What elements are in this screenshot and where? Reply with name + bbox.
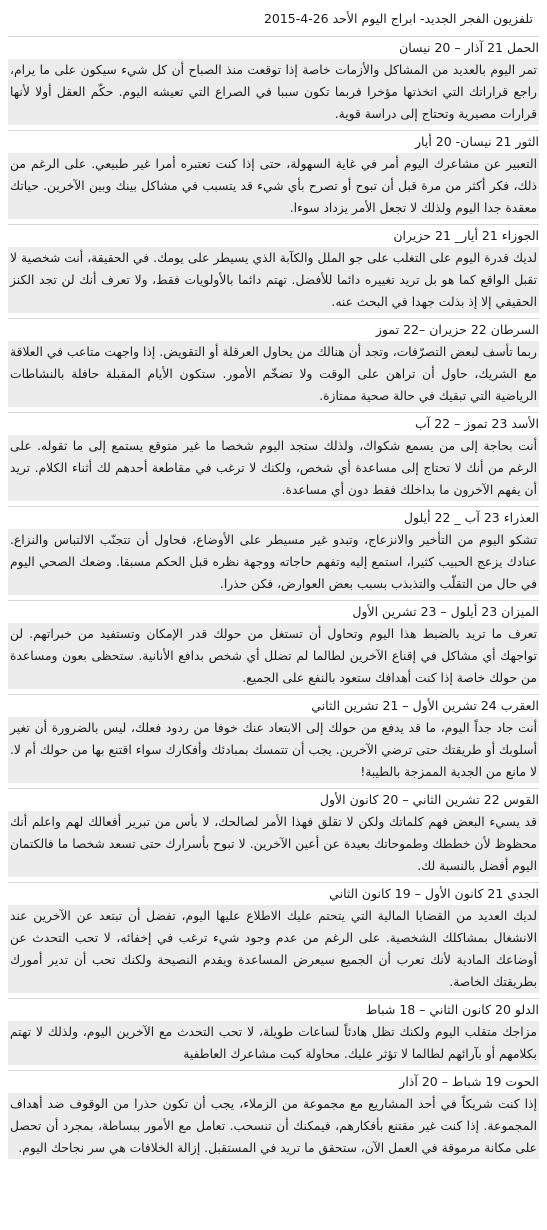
sign-heading: الثور 21 نيسان- 20 أيار — [415, 134, 539, 149]
sign-sagittarius — [8, 788, 539, 882]
sign-heading: الأسد 23 تموز – 22 آب — [414, 416, 539, 431]
sign-taurus — [8, 130, 539, 224]
sign-libra — [8, 600, 539, 694]
sign-scorpio — [8, 694, 539, 788]
sign-heading: الجوزاء 21 أيار_ 21 حزيران — [393, 228, 539, 243]
sign-text: لديك قدرة اليوم على التغلب على جو الملل والكآبة الذي يسيطر على يومك. في الحقيقة، أنت شخصية لا تقبل الواقع كما هو بل تريد تغييره دائما للأفضل. تهتم دائما بالأولويات فقط، ولا تعرف أنك لن تجد الكنز الحقيقي إلا إذ بذلت جهدا في البحث عنه. — [8, 247, 539, 313]
sign-text: التعبير عن مشاعرك اليوم أمر في غاية السهولة، حتى إذا كنت تعتبره أمرا غير طبيعي. على الرغم من ذلك، فكر أكثر من مرة قبل أن تبوح أو تصرح بأي شيء قد يتسبب في مشاكل بينك وبين الآخرين. حياتك معقدة جدا اليوم ولذلك لا تجعل الأمر يزداد سوءا. — [8, 153, 539, 219]
sign-virgo — [8, 506, 539, 600]
sign-leo — [8, 412, 539, 506]
sign-heading: القوس 22 تشرين الثاني – 20 كانون الأول — [319, 792, 539, 807]
sign-gemini — [8, 224, 539, 318]
sign-heading: الجدي 21 كانون الأول – 19 كانون الثاني — [329, 886, 539, 901]
sign-text: تعرف ما تريد بالضبط هذا اليوم وتحاول أن تستغل من حولك قدر الإمكان وتستفيد من خبراتهم. لن تواجهك أي مشاكل في إقناع الآخرين لطالما لم تضلل أي شخص بدافع الأنانية. ستحظى بعون ومساعدة من حولك خاصة إذا كنت أهدافك ستعود بالنفع على الجميع. — [8, 623, 539, 689]
sign-text: أنت جاد جداً اليوم، ما قد يدفع من حولك إلى الابتعاد عنك خوفا من ردود فعلك، ليس بالضرورة أن تغير أسلوبك أو طريقتك حتى ترضي الآخرين. يجب أن تتمسك بمبادئك وأفكارك سواء اقتنع بها من حولك أم لا. لا مانع من الجدية الممزجة بالطيبة! — [8, 717, 539, 783]
sign-text: لديك العديد من القضايا المالية التي يتحتم عليك الاطلاع عليها اليوم، تفضل أن تبتعد عن الآخرين عند الانشغال بمشاكلك الشخصية. على الرغم من عدم وجود شيء ترغب في إخفائه، لا تحب التحدث عن أوضاعك المادية لأنك تعرب أن الجميع سيعرض المساعدة ويقدم النصيحة ولكنك تحب أن تدير أمورك بطريقتك الخاصة. — [8, 905, 539, 993]
sign-aquarius — [8, 998, 539, 1070]
sign-cancer — [8, 318, 539, 412]
sign-heading: العذراء 23 آب _ 22 أيلول — [403, 510, 539, 525]
sign-text: قد يسيء البعض فهم كلماتك ولكن لا تقلق فهذا الأمر لصالحك، لا بأس من تبرير أفعالك لهم واعلم أنك محظوظ لأن خططك وطموحاتك بعيدة عن أعين الآخرين. لا تبوح بأسرارك حتى تسعد شخصا ما فالكتمان اليوم أفضل بالنسبة لك. — [8, 811, 539, 877]
sign-heading: العقرب 24 تشرين الأول – 21 تشرين الثاني — [311, 698, 539, 713]
sign-text: إذا كنت شريكاً في أحد المشاريع مع مجموعة من الزملاء، يجب أن تكون حذرا من الوقوف ضد أهداف المجموعة. إذا كنت غير مقتنع بأفكارهم، فيمكنك أن تنسحب. تعامل مع الأمور ببساطة، بمجرد أن تحصل على مكانة مرموقة في العمل الآن، ستحقق ما تريد في المستقبل. إزالة الخلافات هي سر نجاحك اليوم. — [8, 1093, 539, 1159]
sign-heading: السرطان 22 حزيران –22 تموز — [375, 322, 539, 337]
page-title: تلفزيون الفجر الجديد- ابراج اليوم الأحد 26-4-2015 — [263, 11, 533, 26]
sign-text: مزاجك متقلب اليوم ولكنك تظل هادئاً لساعات طويلة، لا تحب التحدث مع الآخرين اليوم، ولذلك لا تهتم بكلامهم أو بآرائهم لطالما لا تؤثر عليك. محاولة كبت مشاعرك العاطفية — [8, 1021, 539, 1065]
sign-heading: الميزان 23 أيلول – 23 تشرين الأول — [352, 604, 539, 619]
sign-pisces — [8, 1070, 539, 1164]
sign-aries — [8, 36, 539, 130]
sign-capricorn — [8, 882, 539, 998]
sign-heading: الحمل 21 آذار – 20 نيسان — [399, 40, 539, 55]
sign-text: ربما تأسف لبعض التصرّفات، وتجد أن هنالك من يحاول العرقلة أو التقويض. إذا واجهت متاعب في العلاقة مع الشريك، حاول أن تراهن على الوقت ولا تضخّم الأمور. ستكون الأيام المقبلة حافلة بالنشاطات الرياضية التي تبقيك في حالة صحية ممتازة. — [8, 341, 539, 407]
sign-text: تشكو اليوم من التأخير والانزعاج، وتبدو غير مسيطر على الأوضاع، فحاول أن تتجنّب الالتباس والنزاع. عنادك يزعج الحبيب كثيرا، استمع إليه وتفهم حاجاته ووجهة نظره قبل الحكم مسبقا. وضعك الصحي اليوم في حال من التقلّب والتذبذب بسبب بعض العوارض، فكن حذرا. — [8, 529, 539, 595]
sign-heading: الحوت 19 شباط – 20 آذار — [399, 1074, 539, 1089]
sign-heading: الدلو 20 كانون الثاني – 18 شباط — [365, 1002, 539, 1017]
sign-text: أنت بحاجة إلى من يسمع شكواك، ولذلك ستجد اليوم شخصا ما غير متوقع يستمع إلى ما تقوله. على الرغم من أنك لا تحتاج إلى مساعدة أي شخص، ولكنك لا ترغب في مقاطعة أحدهم لك أثناء الكلام. تريد أن يفهم الآخرون ما بداخلك فقط دون أي مساعدة. — [8, 435, 539, 501]
sign-text: تمر اليوم بالعديد من المشاكل والأزمات خاصة إذا توقعت منذ الصباح أن كل شيء سيكون على ما يرام، راجع قراراتك التي اتخذتها مؤخرا فربما تكون سببا في الصراع التي تعيشه اليوم. حكّم العقل أولا لأنها قرارات مصيرية وتحتاج إلى دراسة قوية. — [8, 59, 539, 125]
